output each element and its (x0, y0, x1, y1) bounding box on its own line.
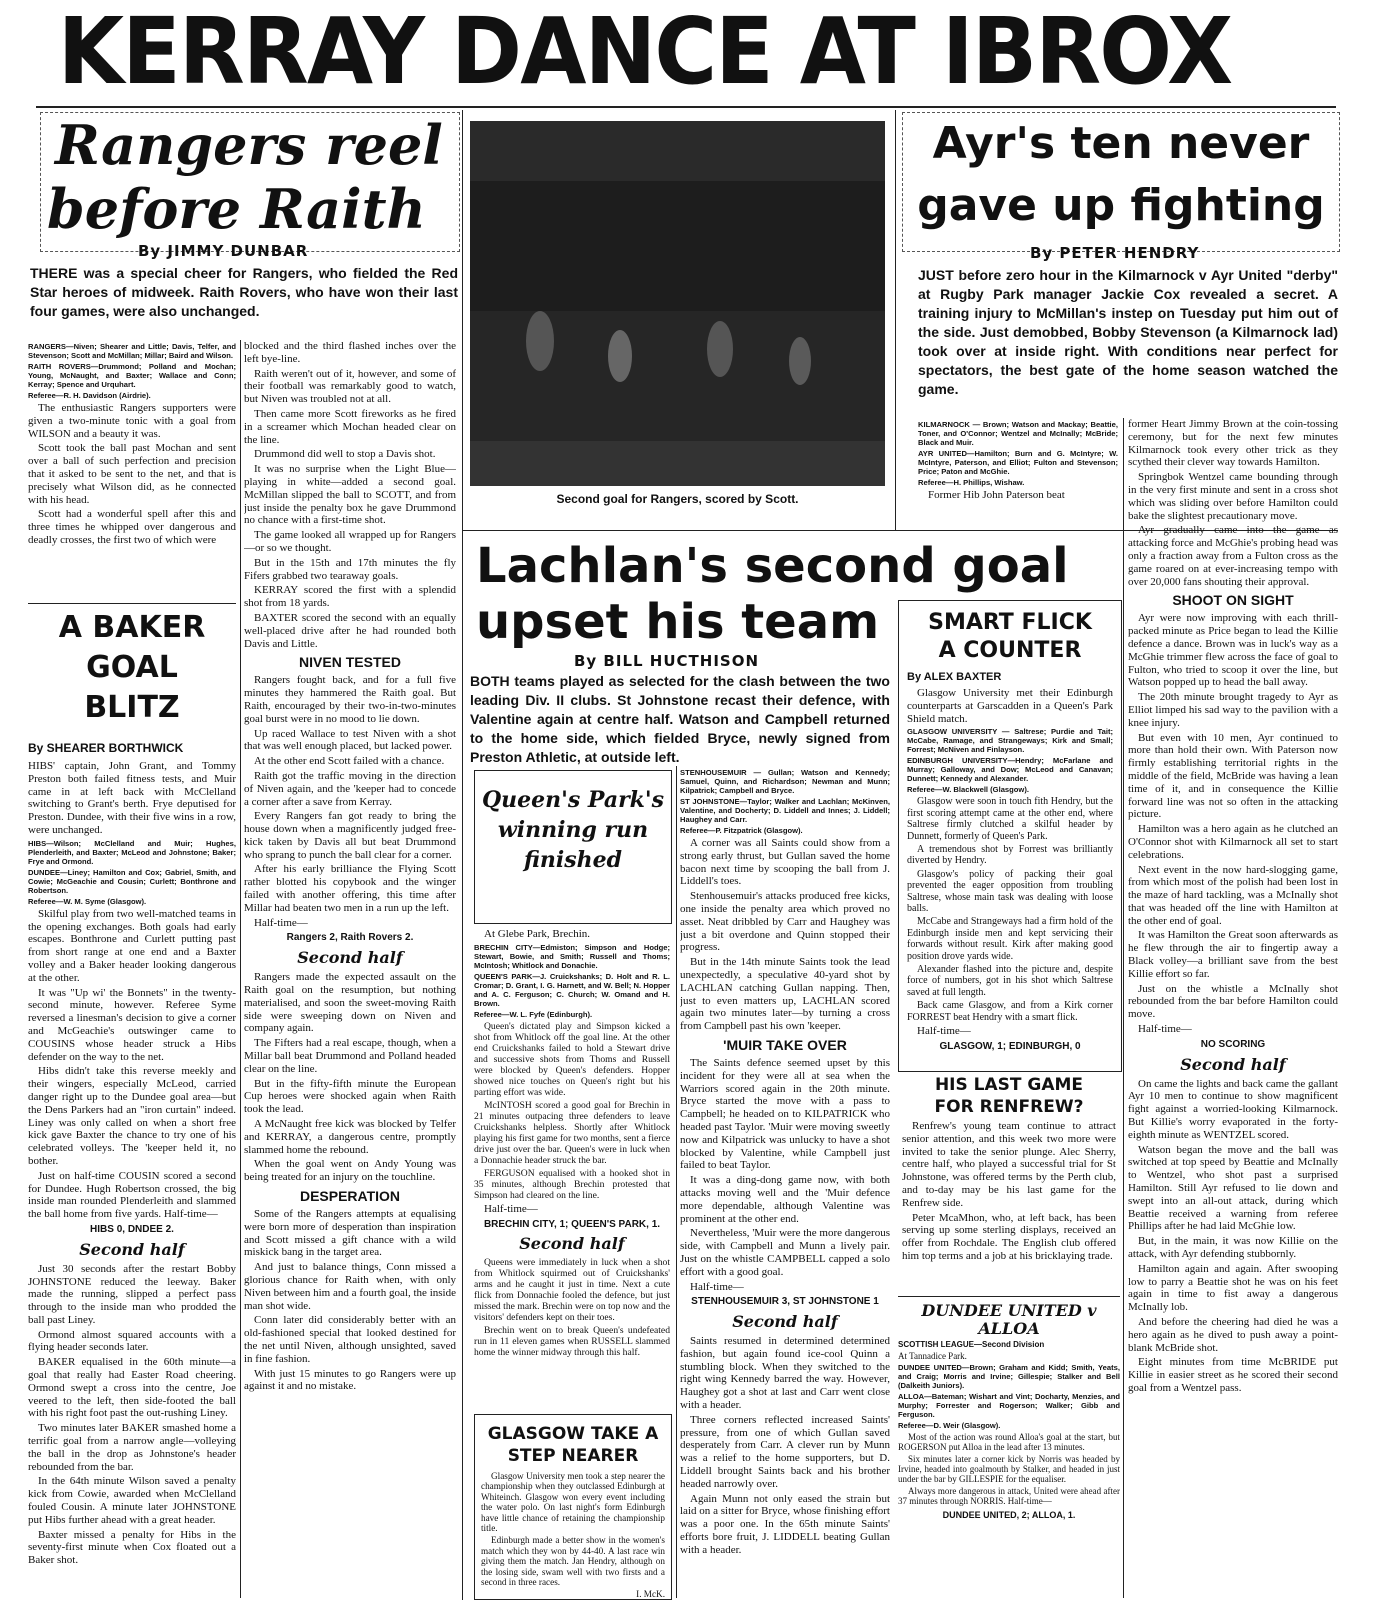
paragraph: Back came Glasgow, and from a Kirk corner FORREST beat Hendry with a smart flick. (907, 1000, 1113, 1023)
paragraph: former Heart Jimmy Brown at the coin-tossing ceremony, but for the next few minutes Kilmarnock took every other trick as they scythed their clever way towards Hamilton. (1128, 418, 1338, 469)
lachlan-intro: BOTH teams played as selected for the clash between the two leading Div. II clubs. St Johnstone recast their defence, with Valentine again at centre half. Watson and Campbell returned to the home side, which fielded Bryce, newly signed from Preston Athletic, at outside left. (470, 673, 890, 765)
venue: At Glebe Park, Brechin. (484, 928, 590, 940)
queens-headline-line2: winning run (497, 817, 649, 843)
lachlan-byline: By BILL HUCTHISON (574, 652, 760, 670)
paragraph: Ormond almost squared accounts with a flying header seconds later. (28, 1328, 236, 1354)
paragraph: With just 15 minutes to go Rangers were up against it and no mistake. (244, 1367, 456, 1393)
paragraph: The game looked all wrapped up for Rangers—or so we thought. (244, 529, 456, 554)
paragraph: After his early brilliance the Flying Scott rather blotted his copybook and the winger failed with another offering, this time after Millar had beaten two men in a run up the left. (244, 863, 456, 914)
renfrew-headline-line1: HIS LAST GAME (934, 1075, 1084, 1095)
subheading: Second half (297, 948, 403, 968)
paragraph: Raith weren't out of it, however, and some of their football was remarkably good to watch, but Niven was troubled not at all. (244, 367, 456, 406)
ayr-headline-line2: gave up fighting (917, 180, 1325, 231)
paragraph: At the other end Scott failed with a chance. (254, 755, 445, 768)
smart-flick-body (899, 665, 1121, 1069)
paragraph: Brechin went on to break Queen's undefeated run in 11 eleven games when RUSSELL slammed home the winner midway through this half. (474, 1325, 670, 1359)
photo-caption: Second goal for Rangers, scored by Scott. (556, 492, 799, 506)
paragraph: Conn later did considerably better with an old-fashioned special that looked destined for the net until Niven, although unsighted, saved in fine fashion. (244, 1314, 456, 1365)
rangers-headline-line1: Rangers reel (55, 113, 443, 177)
renfrew-story (898, 1074, 1120, 1294)
paragraph: It was Hamilton the Great soon afterwards as he flew through the air to fingertip away a Black volley—a brilliant save from the best Killie effort so far. (1128, 929, 1338, 980)
paragraph: The 20th minute brought tragedy to Ayr as Elliot limped his sad way to the pavilion with a knee injury. (1128, 691, 1338, 729)
paragraph: Just 30 seconds after the restart Bobby JOHNSTONE reduced the leeway. Baker made the running, slipped a perfect pass through to the inside man who prodded the ball past Liney. (28, 1262, 236, 1326)
smart-flick-byline: By ALEX BAXTER (907, 671, 1002, 683)
divider (36, 106, 1336, 108)
renfrew-body (898, 1118, 1120, 1267)
halftime-label: Half-time— (484, 1202, 538, 1215)
rangers-column-2 (244, 340, 456, 1598)
paragraph: Glasgow's policy of packing their goal prevented the eager opposition from troubling Saltrese, whose main task was dealing with loose balls. (907, 868, 1113, 915)
paragraph: But in the 15th and 17th minutes the fly Fifers grabbed two tearaway goals. (244, 556, 456, 582)
paragraph: McINTOSH scored a good goal for Brechin in 21 minutes outpacing three defenders to leave Cruickshanks helpless. Shortly after Whitlock playing his first game for two months, sent a fierce drive just over the bar. Queen's were in luck when a Donnachie header struck the bar. (474, 1099, 670, 1166)
paragraph: Saints resumed in determined determined fashion, but again found ice-cool Quinn a stumbling block. When they switched to the right wing Kennedy barred the way. However, Haughey got a shot at last and Carr went close with a header. (680, 1335, 890, 1412)
halftime-label: Half-time— (690, 1280, 744, 1293)
glasgow-step-headline-line2: STEP NEARER (507, 1446, 639, 1466)
league-label: SCOTTISH LEAGUE—Second Division (898, 1340, 1045, 1349)
paragraph: Again Munn not only eased the strain but laid on a sitter for Bryce, whose finishing effort was a poor one. In the 65th minute Saints' efforts bore fruit, J. LIDDELL beating Gullan with a header. (680, 1492, 890, 1556)
paragraph: It was no surprise when the Light Blue—playing in white—added a second goal. McMillan slipped the ball to SCOTT, and from just inside the penalty box he gave Drummond no chance with a first-time shot. (244, 463, 456, 527)
paragraph: Glasgow University met their Edinburgh counterparts at Garscadden in a Queen's Park Shield match. (907, 687, 1113, 725)
referee-line: Referee—R. H. Davidson (Airdrie). (28, 391, 151, 400)
paragraph: Edinburgh made a better show in the women's match which they won by 44-40. A last race win giving them the match. Jan Hendry, although on the losing side, swam well with two firsts and a second in three races. (481, 1535, 665, 1588)
paragraph: Ayr were now improving with each thrill-packed minute as Price began to lead the Killie defence a dance. Brown was in luck's way as a McGhie trimmer flew across the face of goal to Fulton, who tried to scoop it over the line, but Watson popped up to head the ball away. (1128, 612, 1338, 689)
halftime-label: Half-time— (254, 916, 308, 929)
subheading: 'MUIR TAKE OVER (723, 1036, 847, 1053)
paragraph: Every Rangers fan got ready to bring the house down when a magnificently judged free-kick taken by Davis all but beat Drummond who sprang to punch the ball clear for a corner. (244, 810, 456, 861)
subheading: NIVEN TESTED (299, 654, 401, 671)
divider (895, 110, 896, 530)
dundee-alloa-story (898, 1300, 1120, 1600)
team-lineup: ST JOHNSTONE—Taylor; Walker and Lachlan; McKinven, Valentine, and Docherty; D. Liddell and Innes; J. Liddell; Haughey and Carr. (680, 797, 890, 824)
paragraph: But in the 14th minute Saints took the lead unexpectedly, a speculative 40-yard shot by LACHLAN catching Gullan napping. Then, just to even matters up, LACHLAN scored again two minutes later—by turning a cross from Campbell past his own 'keeper. (680, 956, 890, 1033)
team-lineup: RANGERS—Niven; Shearer and Little; Davis, Telfer, and Stevenson; Scott and McMillan; Millar; Baird and Wilson. (28, 342, 236, 360)
paragraph: Just on half-time COUSIN scored a second for Dundee. Hugh Robertson crossed, the big inside man rounded Plenderleith and slammed the ball home from five yards. Half-time— (28, 1169, 236, 1221)
paragraph: Just on the whistle a McInally shot rebounded from the bar before Hamilton could move. (1128, 982, 1338, 1021)
glasgow-step-headline-line1: GLASGOW TAKE A (487, 1424, 659, 1444)
paragraph: Then came more Scott fireworks as he fired in a screamer which Mochan headed clear on the line. (244, 407, 456, 446)
paragraph: Up raced Wallace to test Niven with a shot that was well enough placed, but lacked power. (244, 727, 456, 753)
paragraph: Hamilton was a hero again as he clutched an O'Connor shot with Kilmarnock all set to start celebrations. (1128, 823, 1338, 861)
paragraph: Some of the Rangers attempts at equalising were born more of desperation than inspiration and Scott missed a gift chance with a wild miskick bang in the target area. (244, 1208, 456, 1259)
hibs-intro: HIBS' captain, John Grant, and Tommy Preston both failed fitness tests, and Muir came in at left back with McClelland switching to Grant's berth. Frye deputised for Preston. Dundee, with their five wins in a row, were unchanged. (28, 760, 236, 836)
team-lineup: AYR UNITED—Hamilton; Burn and G. McIntyre; W. McIntyre, Paterson, and Elliot; Fulton and Stevenson; Price; Paton and McGhie. (918, 449, 1118, 476)
glasgow-step-box (474, 1414, 672, 1600)
paragraph: A McNaught free kick was blocked by Telfer and KERRAY, a dangerous centre, promptly slammed home the rebound. (244, 1118, 456, 1156)
banner-headline: KERRAY DANCE AT IBROX (57, 0, 1232, 105)
paragraph: Next event in the now hard-slogging game, from which most of the polish had been lost in the maze of hard tackling, was a McInally shot that was headed off the line with Hamilton at the other end of goal. (1128, 863, 1338, 927)
paragraph: Alexander flashed into the picture and, despite force of numbers, got in his shot which Saltrese saved at full length. (907, 964, 1113, 998)
subheading: Second half (732, 1312, 838, 1332)
paragraph: Hamilton again and again. After swooping low to parry a Beattie shot he was on his feet again in time to fist away a dangerous McInally lob. (1128, 1262, 1338, 1314)
paragraph: BAXTER scored the second with an equally well-placed drive after he had rounded both Davis and Little. (244, 611, 456, 650)
ayr-headline-line1: Ayr's ten never (932, 118, 1310, 169)
paragraph: Two minutes later BAKER smashed home a terrific goal from a narrow angle—volleying the ball in the drop as Johnstone's header rebounded from the bar. (28, 1422, 236, 1473)
paragraph: Three corners reflected increased Saints' pressure, from one of which Gullan saved desperately from Carr. A clever run by Munn was a relief to the home supporters, but D. Liddell brought Saints back and his brother headed narrowly over. (680, 1413, 890, 1490)
paragraph: Rangers made the expected assault on the Raith goal on the resumption, but nothing materialised, and soon the sweet-moving Raith side were sweeping down on Niven and company again. (244, 971, 456, 1035)
team-lineup: ALLOA—Bateman; Wishart and Vint; Docharty, Menzies, and Murphy; Forrester and Rogerson; Walker; Gibb and Ferguson. (898, 1392, 1120, 1419)
paragraph: blocked and the third flashed inches over the left bye-line. (244, 340, 456, 365)
halftime-score: HIBS 0, DNDEE 2. (90, 1223, 174, 1235)
halftime-score: Rangers 2, Raith Rovers 2. (286, 932, 414, 944)
team-lineup: DUNDEE UNITED—Brown; Graham and Kidd; Smith, Yeats, and Craig; Morris and Irvine; Gillespie; Stalker and Bell (Dalkeith Juniors). (898, 1363, 1120, 1390)
paragraph: FERGUSON equalised with a hooked shot in 35 minutes, although Brechin protested that Simpson had cleared on the line. (474, 1167, 670, 1201)
team-lineup: EDINBURGH UNIVERSITY—Hendry; McFarlane and Murray; Galloway, and Dow; McLeod and Canavan; Dunnett; Kennedy and Alexander. (907, 756, 1113, 784)
halftime-score: DUNDEE UNITED, 2; ALLOA, 1. (942, 1510, 1076, 1520)
subheading: Second half (79, 1239, 185, 1259)
paragraph: On came the lights and back came the gallant Ayr 10 men to continue to show magnificent fight against a worried-looking Kilmarnock. But Killie's worry evaporated in the forty-eighth minute as WENTZEL scored. (1128, 1077, 1338, 1141)
paragraph: Hibs didn't take this reverse meekly and their wingers, especially McLeod, carried danger right up to the Dundee goal area—but the Dens Parkers had an "iron curtain" indeed. Liney was only called on when a short free kick gave Baxter the chance to try one of his celebrated volleys. The 'keeper held it, no bother. (28, 1065, 236, 1167)
paragraph: But even with 10 men, Ayr continued to more than hold their own. With Paterson now firmly establishing territorial rights in the middle of the field, McBride was having a lean time of it, and in consequence the Killie forward line was not so often in the attacking picture. (1128, 731, 1338, 821)
smart-flick-headline-line1: SMART FLICK (928, 610, 1092, 635)
rangers-headline-box (40, 112, 460, 252)
paragraph: A tremendous shot by Forrest was brilliantly diverted by Hendry. (907, 844, 1113, 867)
divider (462, 110, 463, 1600)
paragraph: A corner was all Saints could show from a strong early thrust, but Gullan saved the home bacon next time by scooping the ball from J. Liddell's toes. (680, 837, 890, 888)
paragraph: Queens were immediately in luck when a shot from Whitlock squirmed out of Cruickshanks' arms and he caught it just in time. Next a cute flick from Donnachie fooled the defence, but just missed the mark. Brechin were on top now and the visitors' defenders kept on their toes. (474, 1257, 670, 1324)
paragraph: Raith got the traffic moving in the direction of Niven again, and the 'keeper had to concede a corner after a save from Kerray. (244, 769, 456, 808)
paragraph: Stenhousemuir's attacks produced free kicks, one inside the penalty area which proved no asset. Neat dribbled by Carr and Haughey was just a bit overdone and Quinn stopped their progress. (680, 890, 890, 954)
photo-image (470, 121, 885, 486)
referee-line: Referee—H. Phillips, Wishaw. (918, 478, 1025, 487)
paragraph: Most of the action was round Alloa's goal at the start, but ROGERSON put Alloa in the lead after 13 minutes. (898, 1432, 1120, 1452)
paragraph: The enthusiastic Rangers supporters were given a two-minute tonic with a goal from WILSON and a beauty it was. (28, 402, 236, 440)
referee-line: Referee—D. Weir (Glasgow). (898, 1421, 1001, 1430)
halftime-label: Half-time— (917, 1025, 971, 1038)
halftime-score: NO SCORING (1200, 1038, 1266, 1050)
paragraph: Drummond did well to stop a Davis shot. (254, 448, 436, 461)
renfrew-headline-line2: FOR RENFREW? (934, 1097, 1084, 1117)
paragraph: But, in the main, it was now Killie on the attack, with Ayr defending stubbornly. (1128, 1235, 1338, 1261)
dundee-alloa-headline: DUNDEE UNITED v ALLOA (921, 1301, 1097, 1338)
paragraph: Queen's dictated play and Simpson kicked a shot from Whitlock off the goal line. At the other end Cruickshanks failed to hold a Stewart drive and successive shots from Thoms and Russell were blocked by Queen's defenders. Hopper showed nice touches on Queen's right but his parting effort was wide. (474, 1020, 670, 1098)
rangers-byline: By JIMMY DUNBAR (138, 242, 309, 260)
queens-headline-line3: finished (523, 847, 623, 873)
venue: At Tannadice Park. (898, 1351, 967, 1361)
queens-park-column (474, 928, 670, 1408)
paragraph: Always more dangerous in attack, United were ahead after 37 minutes through NORRIS. Half-time— (898, 1486, 1120, 1506)
ayr-intro: JUST before zero hour in the Kilmarnock v Ayr United "derby" at Rugby Park manager Jackie Cox revealed a secret. A training injury to McMillan's instep on Tuesday put him out of the side. Just demobbed, Bobby Stevenson (a Kilmarnock lad) took over at inside right. With conditions near perfect for spectators, the best gate of the home season watched the game. (918, 267, 1338, 397)
smart-flick-headline-line2: A COUNTER (938, 638, 1082, 663)
paragraph: Glasgow were soon in touch fith Hendry, but the first scoring attempt came at the other end, where Saltrese firmly clutched a skilful header by Dunnett, formerly of Queen's Park. (907, 796, 1113, 842)
team-lineup: STENHOUSEMUIR — Gullan; Watson and Kennedy; Samuel, Quinn, and Richardson; Newman and Munn; Kilpatrick; Campbell and Bryce. (680, 768, 890, 795)
paragraph: Scott had a wonderful spell after this and three times he whipped over dangerous and deadly crosses, the first two of which were (28, 508, 236, 546)
paragraph: Skilful play from two well-matched teams in the opening exchanges. Both goals had early escapes. Bonthrone and Curlett putting past from short range at one end and a Baxter volley and a Baker header looking dangerous at the other. (28, 907, 236, 984)
lachlan-column (680, 766, 890, 1600)
ayr-lineups (918, 418, 1118, 526)
paragraph: The Saints defence seemed upset by this incident for they were all at sea when the Warriors scored again in the 20th minute. Bryce started the move with a pass to Campbell; he headed on to KILPATRICK who headed past Taylor. 'Muir were moving sweetly now and Kilpatrick was unlucky to have a shot blocked by Valentine, while Campbell just failed to beat Taylor. (680, 1056, 890, 1172)
paragraph: BAKER equalised in the 60th minute—a goal that really had Easter Road cheering. Ormond swept a cross into the centre, Joe veered to the left, then side-footed the ball with his right foot past the out-rushing Liney. (28, 1356, 236, 1420)
signature: I. McK. (636, 1589, 665, 1600)
lachlan-headline-line2: upset his team (476, 594, 880, 650)
paragraph: Glasgow University men took a step nearer the championship when they outclassed Edinburgh at Whiteinch. Glasgow won every event including the water polo. On last night's form Edinburgh have little chance of retaining the championship title. (481, 1471, 665, 1534)
paragraph: Scott took the ball past Mochan and sent over a ball of such perfection and precision that it asked to be sent to the net, and that is precisely what Wilson did, as he connected with his head. (28, 442, 236, 506)
team-lineup: DUNDEE—Liney; Hamilton and Cox; Gabriel, Smith, and Cowie; McGeachie and Cousin; Curlett; Bonthrone and Robertson. (28, 867, 236, 895)
paragraph: Rangers fought back, and for a full five minutes they hammered the Raith goal. But Raith, encouraged by their two-in-two-minutes goal burst were in no mood to lie down. (244, 674, 456, 725)
ayr-column (1128, 418, 1338, 1600)
hibs-headline-line3: BLITZ (84, 690, 180, 725)
divider (240, 340, 241, 1598)
queens-park-headline-box (474, 770, 672, 924)
halftime-label: Half-time— (1138, 1023, 1192, 1036)
rangers-headline-line2: before Raith (47, 177, 426, 241)
referee-line: Referee—W. L. Fyfe (Edinburgh). (474, 1009, 593, 1019)
hibs-byline: By SHEARER BORTHWICK (28, 741, 184, 755)
match-photo (470, 121, 885, 486)
paragraph: Former Hib John Paterson beat (928, 489, 1065, 501)
team-lineup: QUEEN'S PARK—J. Cruickshanks; D. Holt and R. L. Cromar; D. Grant, I. G. Harnett, and W. Bell; N. Hopper and A. C. Ferguson; C. Church; W. Omand and H. Brown. (474, 971, 670, 1008)
hibs-headline (28, 608, 236, 728)
paragraph: Ayr gradually came into the game as attacking force and McGhie's probing head was only a fraction away from a Fulton cross as the game roared on at ever-increasing tempo with over 20,000 fans shouting their approval. (1128, 524, 1338, 588)
paragraph: Watson began the move and the ball was switched at top speed by Beattie and McInally to Wentzel, who shot past a surprised Hamilton. Still Ayr refused to lie down and swept into an all-out attack, during which Beattie received a warning from referee Phillips after he had laid McGhie low. (1128, 1143, 1338, 1233)
team-lineup: HIBS—Wilson; McClelland and Muir; Hughes, Plenderleith, and Baxter; McLeod and Johnstone; Baker; Frye and Ormond. (28, 838, 236, 866)
paragraph: When the goal went on Andy Young was being treated for an injury on the touchline. (244, 1158, 456, 1184)
divider (1123, 418, 1124, 1598)
paragraph: Eight minutes from time McBRIDE put Killie in easier street as he scored their second goal from a Wentzel pass. (1128, 1356, 1338, 1394)
paragraph: Baxter missed a penalty for Hibs in the seventy-first minute when Cox floated out a Baker shot. (28, 1528, 236, 1567)
paragraph: And before the cheering had died he was a hero again as he dived to push away a point-blank McBride shot. (1128, 1316, 1338, 1354)
smart-flick-box (898, 600, 1122, 1072)
paragraph: And just to balance things, Conn missed a glorious chance for Raith when, with only Niven between him and a fourth goal, the inside man shot wide. (244, 1261, 456, 1312)
divider (898, 1296, 1120, 1297)
team-lineup: RAITH ROVERS—Drummond; Polland and Mochan; Young, McNaught, and Baxter; Wallace and Conn; Kerray; Spence and Urquhart. (28, 362, 236, 389)
subheading: DESPERATION (299, 1188, 401, 1205)
referee-line: Referee—P. Fitzpatrick (Glasgow). (680, 826, 803, 835)
halftime-score: GLASGOW, 1; EDINBURGH, 0 (939, 1040, 1081, 1052)
paragraph: Springbok Wentzel came bounding through in the very first minute and sent in a cross shot which was sliding over before Hamilton could bake the slightest precautionary move. (1128, 471, 1338, 522)
paragraph: McCabe and Strangeways had a firm hold of the Edinburgh inside men and kept servicing their forwards without result. Kirk after making good position drove yards wide. (907, 916, 1113, 962)
paragraph: In the 64th minute Wilson saved a penalty kick from Cowie, awarded when McClelland fouled Cousin. A minute later JOHNSTONE put Hibs further ahead with a great header. (28, 1475, 236, 1526)
subheading: Second half (1180, 1054, 1286, 1074)
team-lineup: KILMARNOCK — Brown; Watson and Mackay; Beattie, Toner, and O'Connor; Wentzel and McInally; McBride; Black and Muir. (918, 420, 1118, 447)
halftime-score: BRECHIN CITY, 1; QUEEN'S PARK, 1. (483, 1218, 661, 1230)
queens-headline-line1: Queen's Park's (481, 787, 665, 813)
halftime-score: STENHOUSEMUIR 3, ST JOHNSTONE 1 (691, 1296, 879, 1308)
paragraph: Six minutes later a corner kick by Norris was headed by Irvine, headed into goalmouth by Stalker, and headed in just under the bar by GILLESPIE for the equaliser. (898, 1454, 1120, 1484)
lachlan-headline-line1: Lachlan's second goal (476, 538, 1069, 594)
hibs-column (28, 738, 236, 1600)
rangers-column-1 (28, 340, 236, 600)
paragraph: Renfrew's young team continue to attract senior attention, and this week two more were invited to take the senior plunge. Alec Sherry, centre half, who played a successful trial for St Johnstone, was offered terms by the Perth club, and to-day may be his last game for the Renfrew side. (902, 1120, 1116, 1209)
paragraph: It was "Up wi' the Bonnets" in the twenty-second minute, however. Referee Syme reversed a linesman's decision to give a corner and McGeachie's outswinger came to COUSINS whose header struck a Hibs defender on the way to the net. (28, 986, 236, 1063)
paragraph: KERRAY scored the first with a splendid shot from 18 yards. (244, 584, 456, 610)
subheading: Second half (519, 1234, 625, 1254)
subheading: SHOOT ON SIGHT (1172, 592, 1294, 609)
ayr-byline: By PETER HENDRY (1030, 244, 1200, 262)
paragraph: Peter McaMhon, who, at left back, has been serving up some sterling displays, received an offer from Rochdale. The English club offered him top terms and a job at his bricklaying trade. (902, 1211, 1116, 1262)
hibs-headline-line1: A BAKER (58, 610, 206, 645)
paragraph: The Fifters had a real escape, though, when a Millar ball beat Drummond and Polland headed clear on the line. (244, 1037, 456, 1075)
paragraph: It was a ding-dong game now, with both attacks moving well and the 'Muir defence more dependable, although Valentine was prominent at the other end. (680, 1174, 890, 1225)
referee-line: Referee—W. Blackwell (Glasgow). (907, 785, 1029, 795)
team-lineup: GLASGOW UNIVERSITY — Saltrese; Purdie and Tait; McCabe, Ramage, and Strangeways; Kirk and Small; Forrest; McNiven and Finlayson. (907, 727, 1113, 755)
paragraph: But in the fifty-fifth minute the European Cup heroes were shocked again when Raith took the lead. (244, 1077, 456, 1116)
divider (28, 603, 236, 604)
team-lineup: BRECHIN CITY—Edmiston; Simpson and Hodge; Stewart, Bowie, and Smith; Russell and Thoms; McIntosh; Whitlock and Donachie. (474, 942, 670, 970)
glasgow-step-body (475, 1467, 671, 1600)
rangers-intro: THERE was a special cheer for Rangers, who fielded the Red Star heroes of midweek. Raith Rovers, who have won their last four games, were also unchanged. (30, 265, 458, 319)
paragraph: Nevertheless, 'Muir were the more dangerous side, with Campbell and Munn a lively pair. Just on the whistle CAMPBELL capped a solo effort with a good goal. (680, 1227, 890, 1278)
referee-line: Referee—W. M. Syme (Glasgow). (28, 896, 147, 906)
ayr-headline-box (902, 112, 1340, 252)
hibs-headline-line2: GOAL (86, 650, 178, 685)
divider (676, 766, 677, 1598)
